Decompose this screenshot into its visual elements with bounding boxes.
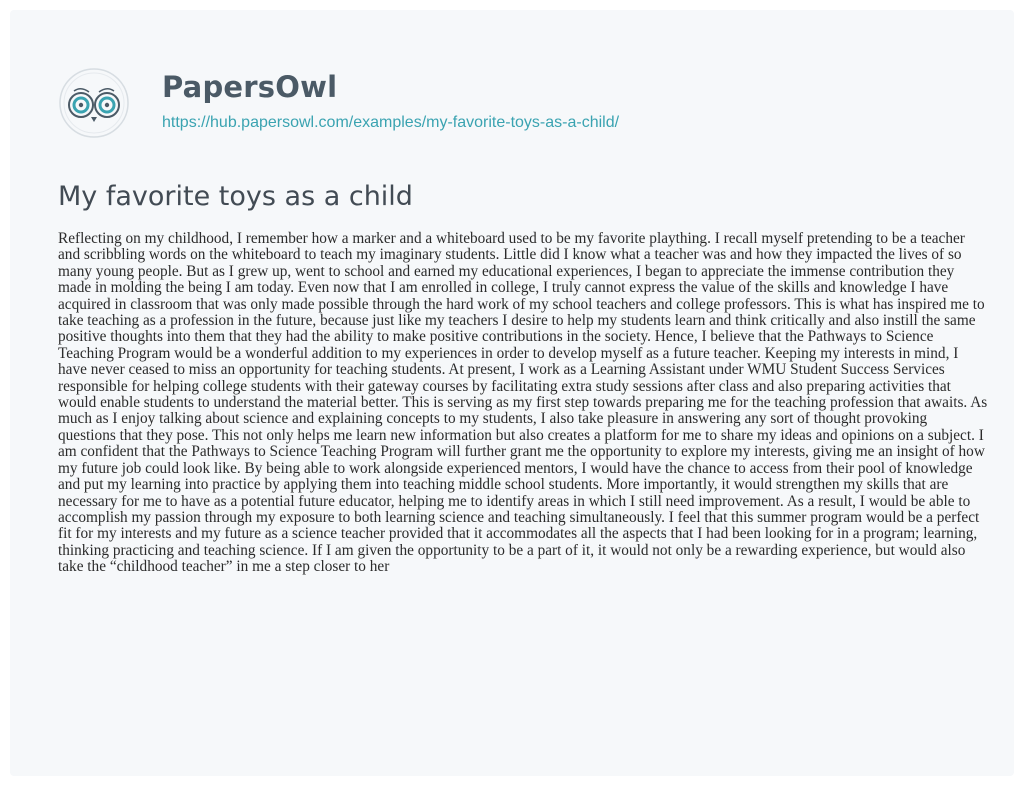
document-header	[58, 67, 758, 141]
document-page	[10, 10, 1014, 776]
source-url-link[interactable]: https://hub.papersowl.com/examples/my-favorite-toys-as-a-child/	[162, 114, 620, 131]
page-title: My favorite toys as a child	[58, 181, 413, 212]
essay-body: Reflecting on my childhood, I remember how a marker and a whiteboard used to be my favorite plaything. I recall myself pretending to be a teacher and scribbling words on the whiteboard to teach my imaginary students. Little did I know what a teacher was and how they impacted the lives of so many young people. But as I grew up, went to school and earned my educational experiences, I began to appreciate the immense contribution they made in molding the being I am today. Even now that I am enrolled in college, I truly cannot express the value of the skills and knowledge I have acquired in classroom that was only made possible through the hard work of my school teachers and college professors. This is what has inspired me to take teaching as a profession in the future, because just like my teachers I desire to help my students learn and think critically and also instill the same positive thoughts into them that they had the ability to make positive contributions in the society. Hence, I believe that the Pathways to Science Teaching Program would be a wonderful addition to my experiences in order to develop myself as a future teacher. Keeping my interests in mind, I have never ceased to miss an opportunity for teaching students. At present, I work as a Learning Assistant under WMU Student Success Services responsible for helping college students with their gateway courses by facilitating extra study sessions after class and also preparing activities that would enable students to understand the material better. This is serving as my first step towards preparing me for the teaching profession that awaits. As much as I enjoy talking about science and explaining concepts to my students, I also take pleasure in answering any sort of thought provoking questions that they pose. This not only helps me learn new information but also creates a platform for me to share my ideas and opinions on a subject. I am confident that the Pathways to Science Teaching Program will further grant me the opportunity to explore my interests, giving me an insight of how my future job could look like. By being able to work alongside experienced mentors, I would have the chance to access from their pool of knowledge and put my learning into practice by applying them into teaching middle school students. More importantly, it would strengthen my skills that are necessary for me to have as a potential future educator, helping me to identify areas in which I still need improvement. As a result, I would be able to accomplish my passion through my exposure to both learning science and teaching simultaneously. I feel that this summer program would be a perfect fit for my interests and my future as a science teacher provided that it accommodates all the aspects that I had been looking for in a program; learning, thinking practicing and teaching science. If I am given the opportunity to be a part of it, it would not only be a rewarding experience, but would also take the “childhood teacher” in me a step closer to her	[58, 230, 988, 576]
owl-icon	[58, 67, 130, 139]
brand-name: PapersOwl	[162, 70, 338, 104]
